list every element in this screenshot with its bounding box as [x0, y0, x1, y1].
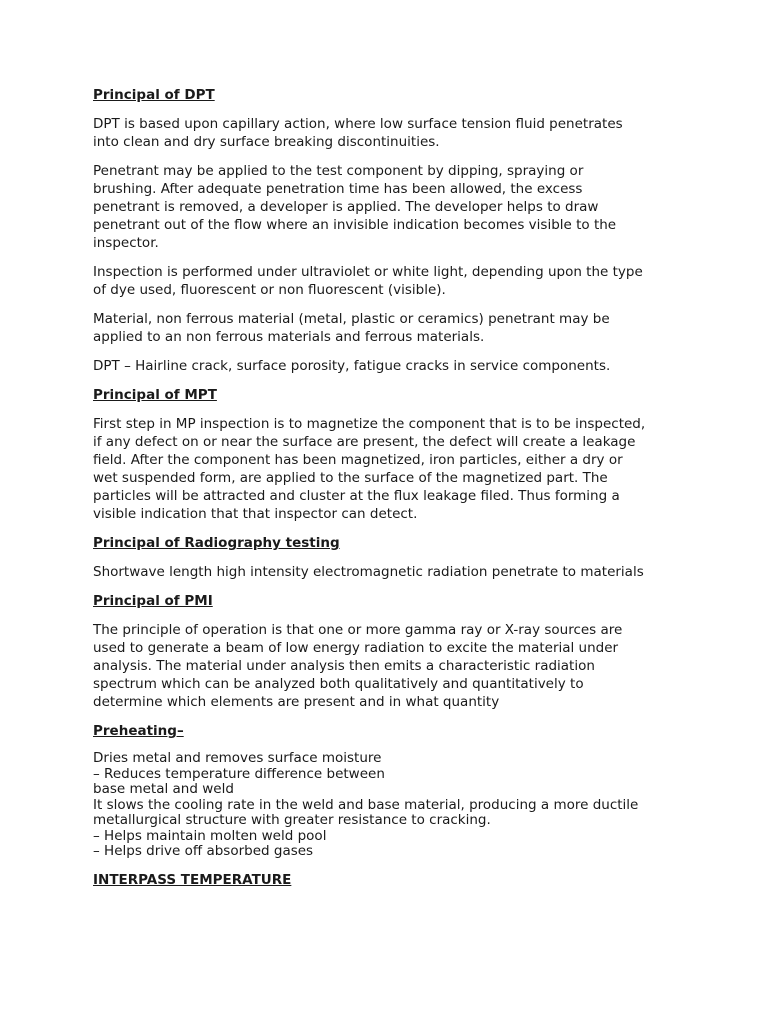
preheating-list — [93, 751, 693, 860]
radiography-paragraph-1: Shortwave length high intensity electromagnetic radiation penetrate to materials — [93, 564, 644, 580]
dpt-paragraph-3: Inspection is performed under ultraviolet or white light, depending upon the type of dye used, fluorescent or non fluorescent (visible). — [93, 264, 643, 298]
dpt-paragraph-1: DPT is based upon capillary action, where low surface tension fluid penetrates into clean and dry surface breaking discontinuities. — [93, 116, 623, 150]
preheating-line: – Helps drive off absorbed gases — [93, 843, 314, 859]
dpt-paragraph-2: Penetrant may be applied to the test component by dipping, spraying or brushing. After adequate penetration time has been allowed, the excess penetrant is removed, a developer is applied. The developer helps to draw penetrant out of the flow where an invisible indication becomes visible to the inspector. — [93, 163, 617, 251]
heading-radiography: Principal of Radiography testing — [93, 535, 340, 551]
preheating-line: Dries metal and removes surface moisture — [93, 750, 382, 766]
preheating-line: It slows the cooling rate in the weld and base material, producing a more ductile — [93, 796, 639, 813]
dpt-paragraph-4: Material, non ferrous material (metal, plastic or ceramics) penetrant may be applied to an non ferrous materials and ferrous materials. — [93, 311, 610, 345]
preheating-line: metallurgical structure with greater resistance to cracking. — [93, 812, 491, 828]
document-page — [93, 86, 693, 900]
heading-dpt: Principal of DPT — [93, 87, 215, 103]
dpt-paragraph-5: DPT – Hairline crack, surface porosity, fatigue cracks in service components. — [93, 358, 611, 374]
preheating-line: – Helps maintain molten weld pool — [93, 827, 327, 844]
heading-pmi: Principal of PMI — [93, 593, 213, 609]
mpt-paragraph-1: First step in MP inspection is to magnetize the component that is to be inspected, if any defect on or near the surface are present, the defect will create a leakage field. After the component has been magnetized, iron particles, either a dry or wet suspended form, are applied to the surface of the magnetized part. The particles will be attracted and cluster at the flux leakage filed. Thus forming a visible indication that that inspector can detect. — [93, 416, 646, 522]
preheating-line: base metal and weld — [93, 781, 234, 797]
heading-preheating: Preheating– — [93, 723, 184, 739]
preheating-line: – Reduces temperature difference between — [93, 765, 385, 782]
pmi-paragraph-1: The principle of operation is that one or more gamma ray or X-ray sources are used to generate a beam of low energy radiation to excite the material under analysis. The material under analysis then emits a characteristic radiation spectrum which can be analyzed both qualitatively and quantitatively to determine which elements are present and in what quantity — [93, 622, 623, 710]
heading-interpass-temperature: INTERPASS TEMPERATURE — [93, 871, 292, 888]
heading-mpt: Principal of MPT — [93, 387, 217, 403]
